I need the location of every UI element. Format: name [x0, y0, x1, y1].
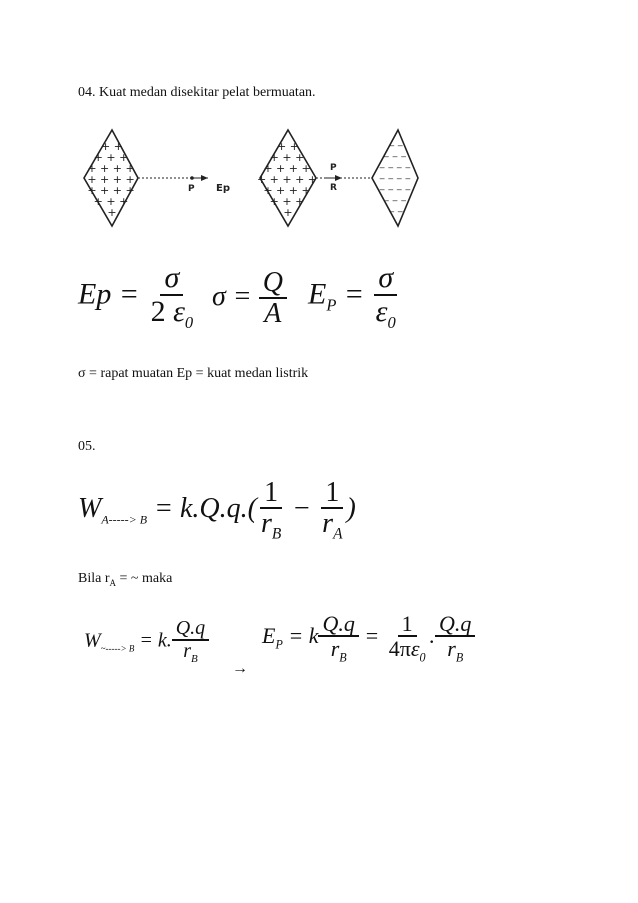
point-p-marker — [190, 176, 194, 180]
ep-equation-2: $E_P$ = $\frac{\sigma}{\varepsilon_0}$ — [308, 261, 396, 332]
svg-text:‒ ‒ ‒: ‒ ‒ ‒ — [383, 152, 407, 162]
svg-text:+ + + +: + + + + — [87, 162, 135, 175]
svg-text:‒ ‒: ‒ ‒ — [388, 207, 404, 217]
left-field-arrowhead — [201, 175, 208, 181]
svg-text:+ + + +: + + + + — [87, 173, 135, 186]
svg-text:+ + +: + + + — [93, 195, 129, 208]
svg-text:+ +: + + — [277, 140, 299, 153]
left-plate-plus-signs — [87, 140, 134, 219]
svg-text:+ + + +: + + + + — [263, 162, 311, 175]
point-r-label: R — [330, 183, 337, 193]
sigma-legend: σ = rapat muatan Ep = kuat medan listrik — [78, 366, 309, 381]
sigma-equation: σ = $\frac{Q}{A}$ — [212, 268, 287, 329]
right-plate-minus-signs — [379, 141, 411, 217]
svg-text:‒ ‒ ‒ ‒: ‒ ‒ ‒ ‒ — [379, 163, 411, 173]
svg-text:+ + + +: + + + + — [263, 184, 311, 197]
svg-text:‒ ‒ ‒ ‒: ‒ ‒ ‒ ‒ — [379, 185, 411, 195]
svg-text:+: + — [107, 206, 117, 219]
charged-plates-figure — [80, 128, 420, 230]
section-04-heading: 04. Kuat medan disekitar pelat bermuatan. — [78, 85, 316, 100]
condition-line: Bila $r_A$ = ~ maka — [78, 571, 173, 588]
svg-text:+ + + + +: + + + + + — [256, 173, 318, 186]
point-p-right-label: P — [330, 163, 337, 173]
field-equation: $E_P = k$ $\frac{Q.q}{r_B}$ = $\frac{1}{4\pi\varepsilon_0}$ . $\frac{Q.q}{r_B}$ — [262, 612, 475, 664]
svg-text:+ +: + + — [101, 140, 123, 153]
implies-arrow: → — [232, 660, 248, 677]
ep-equation-1: Ep = $\frac{\sigma}{2 \varepsilon_0}$ — [78, 261, 194, 332]
section-05-heading: 05. — [78, 439, 96, 454]
work-equation: $W_{A-----> B} = k.Q.q$.( $\frac{1}{r_B}$ − $\frac{1}{r_A}$ ) — [78, 477, 356, 543]
work-infinity-equation: $W_{\sim-----> B} = k$. $\frac{Q.q}{r_B}$ — [84, 618, 209, 666]
svg-text:+ + +: + + + — [93, 151, 129, 164]
point-p-label: P — [188, 184, 195, 194]
svg-text:+ + + +: + + + + — [87, 184, 135, 197]
svg-text:+ + +: + + + — [269, 151, 305, 164]
svg-text:‒ ‒: ‒ ‒ — [388, 141, 404, 151]
ep-label: Ep — [216, 183, 230, 194]
svg-text:‒ ‒ ‒: ‒ ‒ ‒ — [383, 196, 407, 206]
svg-text:+: + — [283, 206, 293, 219]
svg-text:+ + +: + + + — [269, 195, 305, 208]
svg-text:‒ ‒ ‒ ‒: ‒ ‒ ‒ ‒ — [379, 174, 411, 184]
